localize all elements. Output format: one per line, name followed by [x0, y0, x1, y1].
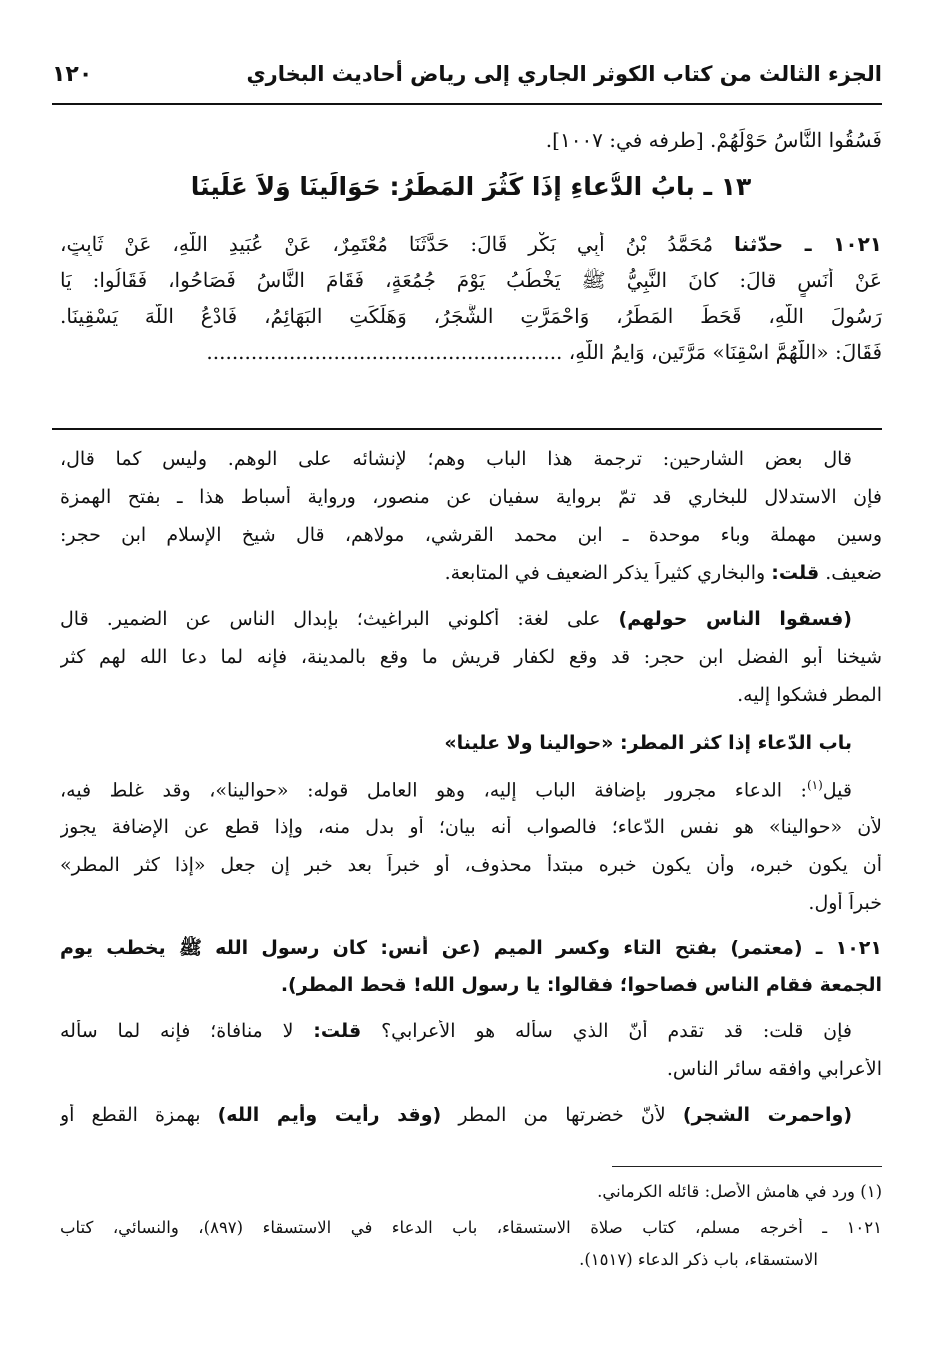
para1-line-4 [60, 562, 882, 584]
para3-l1-rest: : الدعاء مجرور بإضافة الباب إليه، وهو العامل قوله: «حوالينا»، وقد غلط فيه، [60, 779, 807, 802]
para1-line-3: وسين مهملة وباء موحدة ـ ابن محمد القرشي، مولاهم، قال شيخ الإسلام ابن حجر: [60, 524, 882, 546]
footnote-1: (١) ورد في هامش الأصل: قائله الكرماني. [597, 1182, 882, 1201]
para6-mid-2: بهمزة القطع أو [60, 1104, 201, 1126]
para1-line-1: قال بعض الشارحين: ترجمة هذا الباب وهم؛ لإنشائه على الوهم. وليس كما قال، [60, 448, 852, 470]
para3-line-1 [60, 778, 852, 801]
para6-line-1 [60, 1104, 852, 1126]
chapter-heading: ١٣ ـ بابُ الدُّعاءِ إذَا كَثُرَ المَطَرُ: حَوَالَينَا وَلاَ عَلَينَا [190, 172, 752, 201]
para5-line-1 [60, 1020, 852, 1042]
para3-line-4: خبراً أول. [808, 892, 882, 914]
qultu-label: قلت: [771, 562, 820, 584]
para1-line-2: فإن الاستدلال للبخاري قد تمّ برواية سفيان عن منصور، ورواية أسباط هذا ـ بفتح الهمزة [60, 486, 882, 508]
para6-mid-1: لأنّ خضرتها من المطر [458, 1104, 666, 1126]
para2-l1-rest: على لغة: أكلوني البراغيث؛ بإبدال الناس عن الضمير. قال [60, 608, 601, 630]
footnote-2-line-1: ١٠٢١ ـ أخرجه مسلم، كتاب صلاة الاستسقاء، باب الدعاء في الاستسقاء (٨٩٧)، والنسائي، كتاب [60, 1218, 882, 1237]
hadith-number: ١٠٢١ ـ حدّثنا [734, 232, 882, 256]
para3-line-2: لأن «حوالينا» هو نفس الدّعاء؛ فالصواب أنه بيان؛ أو بدل منه، وإذا قطع عن الإضافة يجوز [60, 816, 882, 838]
hadith-line-2: عَنْ أَنَسٍ قالَ: كانَ النَّبِيُّ ﷺ يَخْطُبُ يَوْمَ جُمُعَةٍ، فَقَامَ النَّاسُ فَصَاحُوا، فَقَالُوا: يَا [60, 268, 882, 292]
para5-line-2: الأعرابي وافقه سائر الناس. [666, 1058, 882, 1080]
footnote-marker: (١) [806, 778, 823, 792]
commentary-rule [52, 428, 882, 430]
book-title: الجزء الثالث من كتاب الكوثر الجاري إلى رياض أحاديث البخاري [246, 62, 882, 86]
para2-line-2: شيخنا أبو الفضل ابن حجر: قد وقع لكفار قريش ما وقع بالمدينة، فإنه لما دعا الله لهم كثر [60, 646, 882, 668]
commentary-block [60, 440, 882, 1160]
hadith-line-3: رَسُولَ اللَّهِ، قَحَطَ المَطَرُ، وَاحْمَرَّتِ الشَّجَرُ، وَهَلَكَتِ البَهَائِمُ، فَادْعُ اللَّهَ يَسْقِينَا. [60, 304, 882, 328]
commentary-subheading: باب الدّعاء إذا كثر المطر: «حوالينا ولا علينا» [444, 732, 852, 754]
para1-l4-post: والبخاري كثيراً يذكر الضعيف في المتابعة. [444, 562, 766, 584]
hadith-line-4-text: فَقَالَ: «اللَّهُمَّ اسْقِنَا» مَرَّتَينِ، وَايمُ اللَّهِ، [568, 340, 882, 364]
para6-bold-1: (واحمرت الشجر) [682, 1104, 852, 1126]
previous-hadith-tail: فَسُقُوا النَّاسُ حَوْلَهُمْ. [طرفه في: ١٠٠٧]. [545, 128, 882, 152]
quoted-phrase: (فسقوا الناس حولهم) [618, 608, 852, 630]
hadith-block [60, 118, 882, 378]
para5-l1-pre: فإن قلت: قد تقدم أنّ الذي سأله هو الأعرابي؟ [381, 1020, 852, 1042]
ellipsis-dots: ........................................................ [206, 340, 563, 364]
header-rule [52, 103, 882, 105]
para4-line-1: ١٠٢١ ـ (معتمر) بفتح التاء وكسر الميم (عن أنس: كان رسول الله ﷺ يخطب يوم [60, 937, 882, 959]
footnote-separator [612, 1166, 882, 1167]
para2-line-1 [60, 608, 852, 630]
running-header [52, 56, 882, 100]
footnote-2-line-2: الاستسقاء، باب ذكر الدعاء (١٥١٧). [579, 1250, 818, 1269]
para3-line-3: أن يكون خبره، وأن يكون خبره مبتدأ محذوف، أو خبراً بعد خبر إن جعل «إذا كثر المطر» [60, 854, 882, 876]
para5-qultu-label: قلت: [313, 1020, 362, 1042]
para1-l4-pre: ضعيف. [825, 562, 882, 584]
page-number: ١٢٠ [52, 62, 93, 87]
para5-l1-post: لا منافاة؛ فإنه لما سأله [60, 1020, 294, 1042]
hadith-line-1 [60, 232, 882, 256]
hadith-line-1-text: مُحَمَّدُ بْنُ أَبِي بَكْرٍ قَالَ: حَدَّثَنَا مُعْتَمِرٌ، عَنْ عُبَيدِ اللَّهِ، عَنْ ثَابِتٍ، [60, 232, 714, 256]
para6-bold-2: (وقد رأيت وأيم الله) [217, 1104, 442, 1126]
hadith-line-4 [60, 340, 882, 364]
para4-line-2: الجمعة فقام الناس فصاحوا؛ فقالوا: يا رسول الله! قحط المطر). [280, 974, 882, 996]
footnotes-block [60, 1176, 882, 1286]
para2-line-3: المطر فشكوا إليه. [737, 684, 882, 706]
para3-qila: قيل [822, 779, 852, 802]
